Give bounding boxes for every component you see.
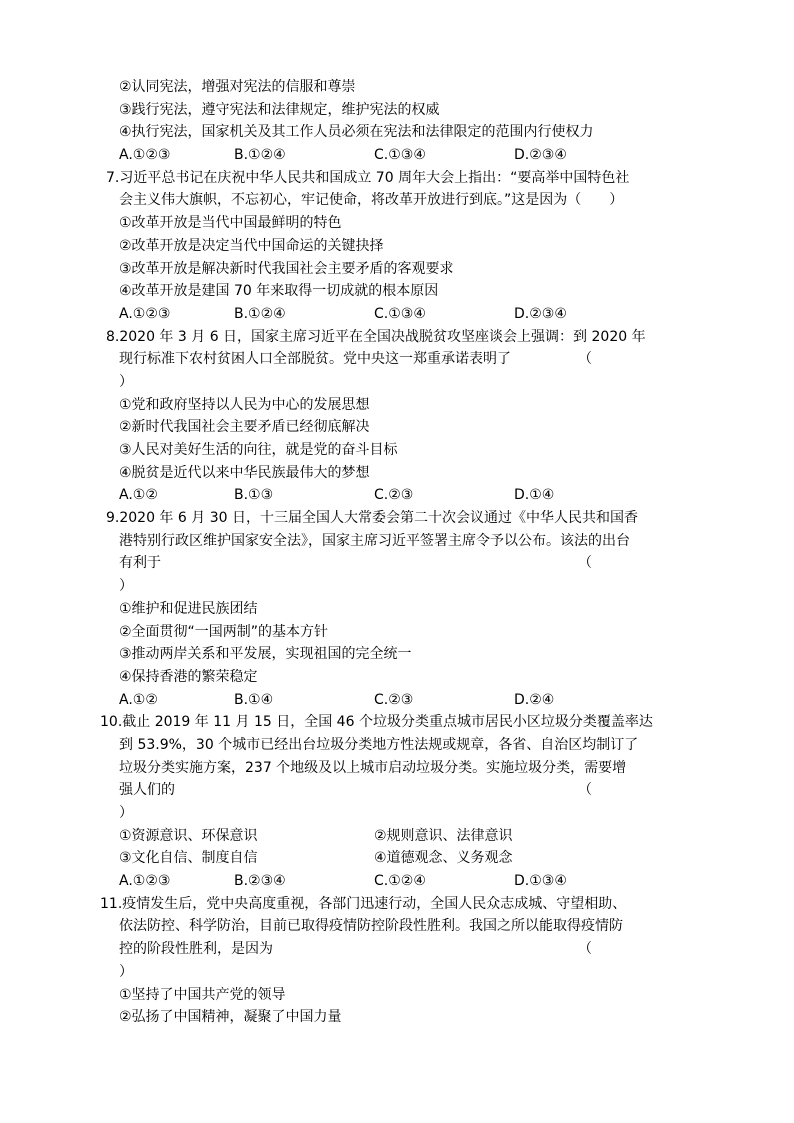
option-b: B.①②④ xyxy=(234,147,286,164)
q9-item: ④保持香港的繁荣稳定 xyxy=(119,668,258,685)
q10-stem-line xyxy=(0,779,794,802)
q8-stem: 8.2020 年 3 月 6 日，国家主席习近平在全国决战脱贫攻坚座谈会上强调：到 2020 年 xyxy=(106,328,646,345)
q11-stem-line xyxy=(0,938,794,961)
q10-item: ②规则意识、法律意识 xyxy=(374,827,513,844)
option-b: B.②③④ xyxy=(234,873,286,890)
q8-stem-line xyxy=(0,348,794,371)
q10-stem: 10.截止 2019 年 11 月 15 日，全国 46 个垃圾分类重点城市居民小区垃圾分类覆盖率达 xyxy=(100,714,653,731)
q6-item: ②认同宪法，增强对宪法的信服和尊崇 xyxy=(119,79,356,95)
q9-stem: 港特别行政区维护国家安全法》，国家主席习近平签署主席令予以公布。该法的出台 xyxy=(119,532,630,549)
q9-stem: 9.2020 年 6 月 30 日，十三届全国人大常委会第二十次会议通过《中华人民共和国香 xyxy=(106,510,638,527)
option-d: D.②③④ xyxy=(514,147,567,164)
option-c: C.②③ xyxy=(374,487,414,504)
q11-stem: 依法防控、科学防治，目前已取得疫情防控阶段性胜利。我国之所以能取得疫情防 xyxy=(119,918,623,935)
q11-stem: 控的阶段性胜利，是因为 xyxy=(119,941,273,958)
q10-item: ①资源意识、环保意识 xyxy=(119,827,258,844)
q11-item: ②弘扬了中国精神，凝聚了中国力量 xyxy=(119,1009,342,1026)
option-c: C.②③ xyxy=(374,691,414,708)
q9-item: ①维护和促进民族团结 xyxy=(119,600,258,617)
q8-item: ③人民对美好生活的向往，就是党的奋斗目标 xyxy=(119,442,398,458)
answer-paren-open: （ xyxy=(578,941,592,958)
q10-stem: 到 53.9%，30 个城市已经出台垃圾分类地方性法规或规章，各省、自治区均制订了 xyxy=(119,736,639,753)
option-b: B.①④ xyxy=(234,691,274,708)
q6-options xyxy=(0,144,794,167)
option-a: A.①②③ xyxy=(119,873,171,890)
q10-stem: 强人们的 xyxy=(119,782,175,799)
option-b: B.①②④ xyxy=(234,305,286,322)
q7-item: ②改革开放是决定当代中国命运的关键抉择 xyxy=(119,237,384,254)
option-d: D.①④ xyxy=(514,487,555,504)
q10-stem: 垃圾分类实施方案，237 个地级及以上城市启动垃圾分类。实施垃圾分类，需要增 xyxy=(119,759,627,776)
q8-options xyxy=(0,484,794,507)
q10-item-row xyxy=(0,825,794,848)
option-c: C.①②④ xyxy=(374,873,426,890)
option-c: C.①③④ xyxy=(374,305,426,322)
q11-stem: 11.疫情发生后，党中央高度重视，各部门迅速行动，全国人民众志成城、守望相助、 xyxy=(100,895,627,912)
q8-stem: 现行标准下农村贫困人口全部脱贫。党中央这一郑重承诺表明了 xyxy=(119,351,511,368)
q9-stem: 有利于 xyxy=(119,555,161,572)
answer-paren-close: ） xyxy=(119,805,133,821)
q8-item: ②新时代我国社会主要矛盾已经彻底解决 xyxy=(119,419,370,436)
q10-item: ④道德观念、义务观念 xyxy=(374,850,513,867)
option-b: B.①③ xyxy=(234,487,274,504)
answer-paren-close: ） xyxy=(119,578,133,595)
q6-item: ③践行宪法，遵守宪法和法律规定，维护宪法的权威 xyxy=(119,101,440,118)
q9-stem-line xyxy=(0,552,794,575)
q9-item: ③推动两岸关系和平发展，实现祖国的完全统一 xyxy=(119,646,412,663)
option-d: D.①③④ xyxy=(514,873,567,890)
q10-options xyxy=(0,870,794,893)
q7-item: ①改革开放是当代中国最鲜明的特色 xyxy=(119,215,342,232)
q9-options xyxy=(0,689,794,712)
q9-item: ②全面贯彻“一国两制”的基本方针 xyxy=(119,623,329,640)
q8-item: ④脱贫是近代以来中华民族最伟大的梦想 xyxy=(119,464,370,481)
q6-item: ④执行宪法，国家机关及其工作人员必须在宪法和法律限定的范围内行使权力 xyxy=(119,124,594,141)
q7-options xyxy=(0,303,794,326)
q7-item: ③改革开放是解决新时代我国社会主要矛盾的客观要求 xyxy=(119,260,454,277)
option-c: C.①③④ xyxy=(374,147,426,164)
option-a: A.①② xyxy=(119,691,158,708)
option-d: D.②③④ xyxy=(514,305,567,322)
answer-paren-open: （ xyxy=(578,555,592,572)
q7-stem: 7.习近平总书记在庆祝中华人民共和国成立 70 周年大会上指出：“要高举中国特色社 xyxy=(106,169,630,186)
q10-item: ③文化自信、制度自信 xyxy=(119,850,258,867)
answer-paren-open: （ xyxy=(578,782,592,799)
q11-item: ①坚持了中国共产党的领导 xyxy=(119,986,286,1003)
answer-paren-open: （ xyxy=(578,351,592,368)
q7-item: ④改革开放是建国 70 年来取得一切成就的根本原因 xyxy=(119,283,439,300)
q7-stem: 会主义伟大旗帜，不忘初心，牢记使命，将改革开放进行到底。”这是因为（ ） xyxy=(119,192,624,209)
option-a: A.①②③ xyxy=(119,305,171,322)
option-a: A.①②③ xyxy=(119,147,171,164)
option-d: D.②④ xyxy=(514,691,555,708)
option-a: A.①② xyxy=(119,487,158,504)
exam-page xyxy=(0,76,794,1029)
q10-item-row xyxy=(0,847,794,870)
q8-item: ①党和政府坚持以人民为中心的发展思想 xyxy=(119,396,370,413)
answer-paren-close: ） xyxy=(119,373,133,390)
answer-paren-close: ） xyxy=(119,963,133,980)
